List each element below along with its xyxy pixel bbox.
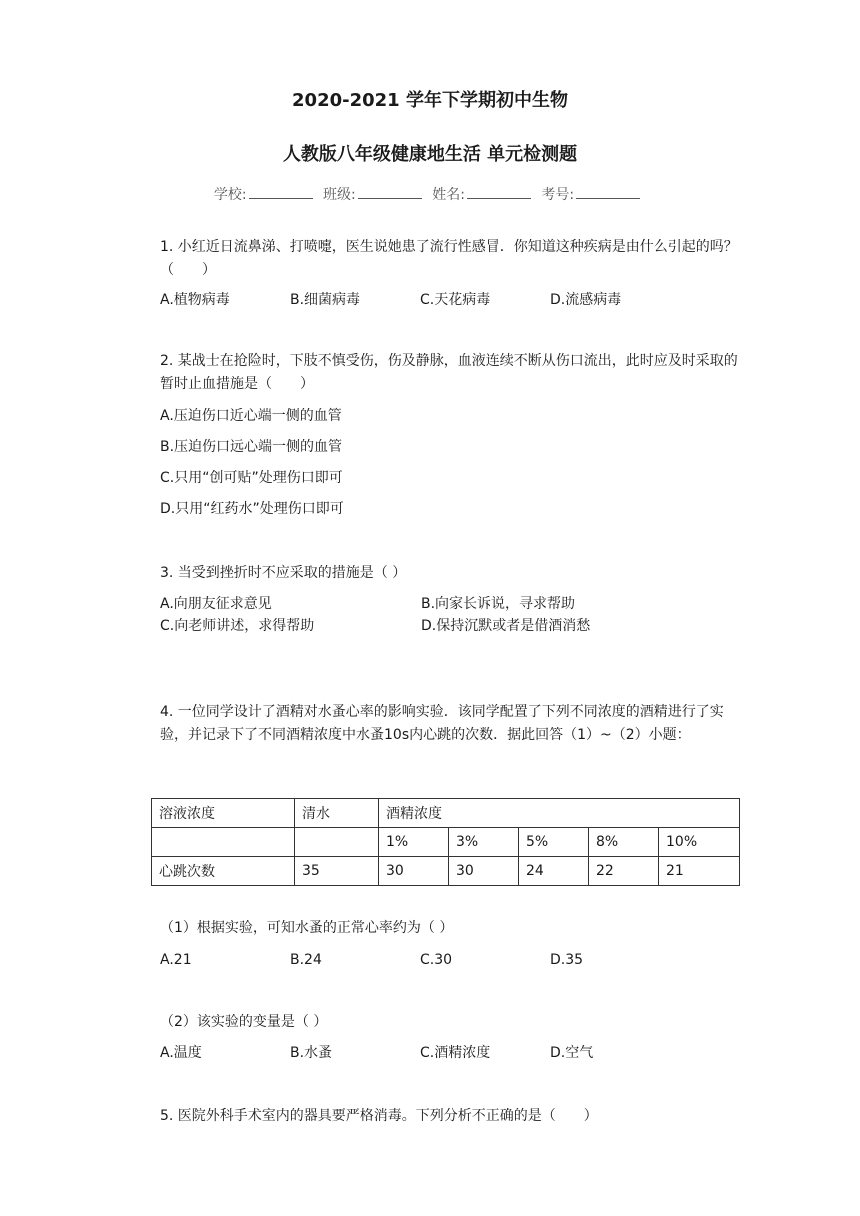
q3-option-b: B.向家长诉说，寻求帮助 <box>421 596 576 612</box>
q4-1-option-a: A.21 <box>160 952 192 968</box>
name-blank <box>467 184 531 199</box>
question-4-2-text: （2）该实验的变量是（ ） <box>160 1014 328 1030</box>
table-row <box>152 857 740 886</box>
q4-1-option-b: B.24 <box>290 952 322 968</box>
q1-option-a: A.植物病毒 <box>160 292 230 308</box>
school-blank <box>249 184 313 199</box>
q1-option-b: B.细菌病毒 <box>290 292 361 308</box>
table-cell: 35 <box>295 857 379 886</box>
q3-option-c: C.向老师讲述，求得帮助 <box>160 618 315 634</box>
table-cell: 酒精浓度 <box>379 799 740 828</box>
table-cell: 30 <box>449 857 519 886</box>
table-cell: 22 <box>589 857 659 886</box>
question-2-text: 2. 某战士在抢险时，下肢不慎受伤，伤及静脉，血液连续不断从伤口流出，此时应及时采取的暂时止血措施是（ ） <box>160 353 738 392</box>
exam-number-label: 考号: <box>541 187 575 203</box>
q4-1-option-d: D.35 <box>550 952 584 968</box>
table-cell: 5% <box>519 828 589 857</box>
heart-rate-table <box>151 798 740 886</box>
table-row <box>152 799 740 828</box>
table-cell: 1% <box>379 828 449 857</box>
table-cell: 清水 <box>295 799 379 828</box>
q4-2-option-a: A.温度 <box>160 1045 202 1061</box>
q2-option-a: A.压迫伤口近心端一侧的血管 <box>160 408 342 424</box>
table-cell <box>295 828 379 857</box>
table-cell: 10% <box>659 828 740 857</box>
q3-option-d: D.保持沉默或者是借酒消愁 <box>421 618 591 634</box>
exam-number-blank <box>576 184 640 199</box>
student-info-line <box>0 184 860 204</box>
school-label: 学校: <box>213 187 247 203</box>
q4-2-option-d: D.空气 <box>550 1045 594 1061</box>
table-cell: 8% <box>589 828 659 857</box>
question-1-text: 1. 小红近日流鼻涕、打喷嚏，医生说她患了流行性感冒．你知道这种疾病是由什么引起的吗？（ ） <box>160 239 738 278</box>
name-label: 姓名: <box>432 187 465 203</box>
q4-1-option-c: C.30 <box>420 952 453 968</box>
table-cell: 21 <box>659 857 740 886</box>
table-cell: 3% <box>449 828 519 857</box>
q2-option-c: C.只用“创可贴”处理伤口即可 <box>160 470 343 486</box>
exam-title: 2020-2021 学年下学期初中生物 <box>292 90 568 111</box>
q4-2-option-c: C.酒精浓度 <box>420 1045 491 1061</box>
q4-2-option-b: B.水蚤 <box>290 1045 333 1061</box>
class-label: 班级: <box>323 187 356 203</box>
question-4-text: 4. 一位同学设计了酒精对水蚤心率的影响实验．该同学配置了下列不同浓度的酒精进行了实验，并记录下了不同酒精浓度中水蚤10s内心跳的次数．据此回答（1）~（2）小题： <box>160 704 724 743</box>
question-5-text: 5. 医院外科手术室内的器具要严格消毒。下列分析不正确的是（ ） <box>160 1108 598 1124</box>
q1-option-d: D.流感病毒 <box>550 292 622 308</box>
question-3-text: 3. 当受到挫折时不应采取的措施是（ ） <box>160 565 407 581</box>
table-cell: 心跳次数 <box>152 857 295 886</box>
table-cell: 24 <box>519 857 589 886</box>
exam-subtitle: 人教版八年级健康地生活 单元检测题 <box>282 144 578 165</box>
q1-option-c: C.天花病毒 <box>420 292 491 308</box>
table-cell: 溶液浓度 <box>152 799 295 828</box>
table-cell <box>152 828 295 857</box>
table-row <box>152 828 740 857</box>
q2-option-b: B.压迫伤口远心端一侧的血管 <box>160 439 343 455</box>
table-cell: 30 <box>379 857 449 886</box>
q3-option-a: A.向朋友征求意见 <box>160 596 272 612</box>
q2-option-d: D.只用“红药水”处理伤口即可 <box>160 501 344 517</box>
class-blank <box>358 184 422 199</box>
question-4-1-text: （1）根据实验，可知水蚤的正常心率约为（ ） <box>160 920 454 936</box>
